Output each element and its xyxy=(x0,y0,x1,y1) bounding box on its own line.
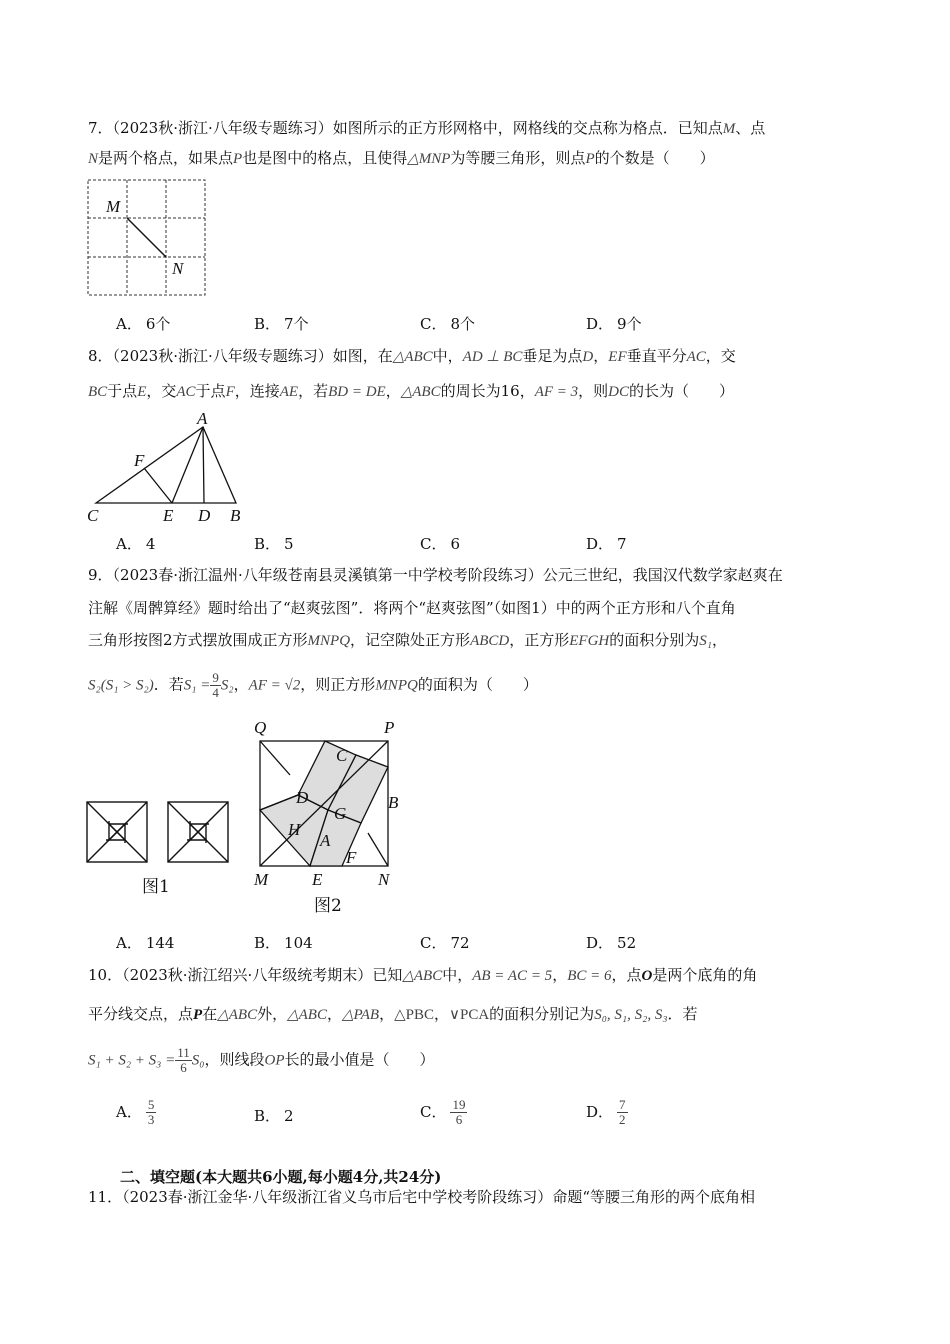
q9-options xyxy=(116,932,816,954)
svg-text:E: E xyxy=(312,870,323,889)
q10-line-3: S₁ + S₂ + S₃ = $\frac{11}{6}$ S₀，则线段OP长的最小值是（ ） xyxy=(88,1045,435,1075)
q10-option-c[interactable]: C． $\frac{19}{6}$ xyxy=(420,1097,466,1127)
q7-line-2: N是两个格点，如果点P也是图中的格点，且使得△MNP为等腰三角形，则点P的个数是（ ） xyxy=(88,149,715,167)
svg-text:图2: 图2 xyxy=(314,896,342,916)
svg-text:A: A xyxy=(320,831,331,850)
q9-line-2: 注解《周髀算经》题时给出了“赵爽弦图”．将两个“赵爽弦图”（如图1）中的两个正方形和八个直角 xyxy=(88,599,736,617)
q8-line-2: BC于点E，交AC于点F，连接AE，若BD = DE，△ABC的周长为16，AF = 3，则DC的长为（ ） xyxy=(88,382,735,400)
svg-text:Q: Q xyxy=(254,718,267,737)
q11-line-1: 11．（2023春·浙江金华·八年级浙江省义乌市后宅中学校考阶段练习）命题“等腰三角形的两个底角相 xyxy=(88,1188,755,1206)
q7-grid-figure xyxy=(86,178,208,298)
svg-text:A: A xyxy=(197,409,208,428)
svg-text:D: D xyxy=(296,788,309,807)
q8-option-b[interactable]: B． 5 xyxy=(254,535,294,553)
q10-line-1: 10．（2023秋·浙江绍兴·八年级统考期末）已知△ABC中，AB = AC = 5，BC = 6，点O是两个底角的角 xyxy=(88,966,758,984)
q9-line-1: 9．（2023春·浙江温州·八年级苍南县灵溪镇第一中学校考阶段练习）公元三世纪，我国汉代数学家赵爽在 xyxy=(88,566,783,584)
q10-options xyxy=(116,1097,816,1127)
svg-text:P: P xyxy=(384,718,395,737)
svg-text:G: G xyxy=(334,804,347,823)
q8-options xyxy=(116,533,816,555)
q7-option-b[interactable]: B． 7个 xyxy=(254,315,309,333)
q8-option-a[interactable]: A． 4 xyxy=(116,535,156,553)
q9-line-3: 三角形按图2方式摆放围成正方形MNPQ，记空隙处正方形ABCD，正方形EFGH的面积分别为S₁， xyxy=(88,631,727,649)
q7-option-d[interactable]: D． 9个 xyxy=(586,315,642,333)
svg-text:H: H xyxy=(288,820,301,839)
svg-text:D: D xyxy=(198,506,211,525)
q10-option-b[interactable]: B． 2 xyxy=(254,1107,294,1125)
q9-option-d[interactable]: D． 52 xyxy=(586,934,637,952)
q9-fraction: $\frac{9}{4}$ xyxy=(212,670,219,700)
section-2-title: 二、填空题(本大题共6小题,每小题4分,共24分) xyxy=(120,1168,442,1186)
q9-figure-2 xyxy=(250,715,410,915)
svg-text:F: F xyxy=(346,848,357,867)
q9-figure-1 xyxy=(84,800,234,900)
q10-option-d[interactable]: D． $\frac{7}{2}$ xyxy=(586,1097,626,1127)
q9-option-b[interactable]: B． 104 xyxy=(254,934,313,952)
q9-line-4: S₂(S₁ > S₂)．若S₁ = $\frac{9}{4}$ S₂，AF = √2，则正方形MNPQ的面积为（ ） xyxy=(88,670,538,700)
svg-text:C: C xyxy=(336,746,348,765)
q8-option-d[interactable]: D． 7 xyxy=(586,535,627,553)
q7-options xyxy=(116,313,816,335)
q7-option-a[interactable]: A． 6个 xyxy=(116,315,171,333)
label-m: M xyxy=(106,197,121,216)
svg-text:M: M xyxy=(254,870,269,889)
q10-line-2: 平分线交点，点P在△ABC外，△ABC，△PAB，△PBC，∨PCA的面积分别记为S₀, S₁, S₂, S₃．若 xyxy=(88,1005,698,1023)
q9-option-a[interactable]: A． 144 xyxy=(116,934,175,952)
q7-line-1: 7．（2023秋·浙江·八年级专题练习）如图所示的正方形网格中，网格线的交点称为格点．已知点M、点 xyxy=(88,119,766,137)
svg-text:E: E xyxy=(163,506,174,525)
q8-triangle-figure xyxy=(84,408,254,528)
q7-option-c[interactable]: C． 8个 xyxy=(420,315,476,333)
svg-text:B: B xyxy=(388,793,399,812)
svg-text:F: F xyxy=(134,451,145,470)
q10-fraction: $\frac{11}{6}$ xyxy=(177,1045,190,1075)
label-n: N xyxy=(172,259,184,278)
svg-text:C: C xyxy=(87,506,99,525)
svg-text:B: B xyxy=(230,506,241,525)
svg-text:N: N xyxy=(378,870,390,889)
svg-text:图1: 图1 xyxy=(142,877,170,897)
q8-line-1: 8．（2023秋·浙江·八年级专题练习）如图，在△ABC中，AD ⊥ BC垂足为点D，EF垂直平分AC，交 xyxy=(88,347,736,365)
q8-option-c[interactable]: C． 6 xyxy=(420,535,461,553)
q9-option-c[interactable]: C． 72 xyxy=(420,934,470,952)
segment-mn xyxy=(127,218,166,257)
q10-option-a[interactable]: A． $\frac{5}{3}$ xyxy=(116,1097,155,1127)
